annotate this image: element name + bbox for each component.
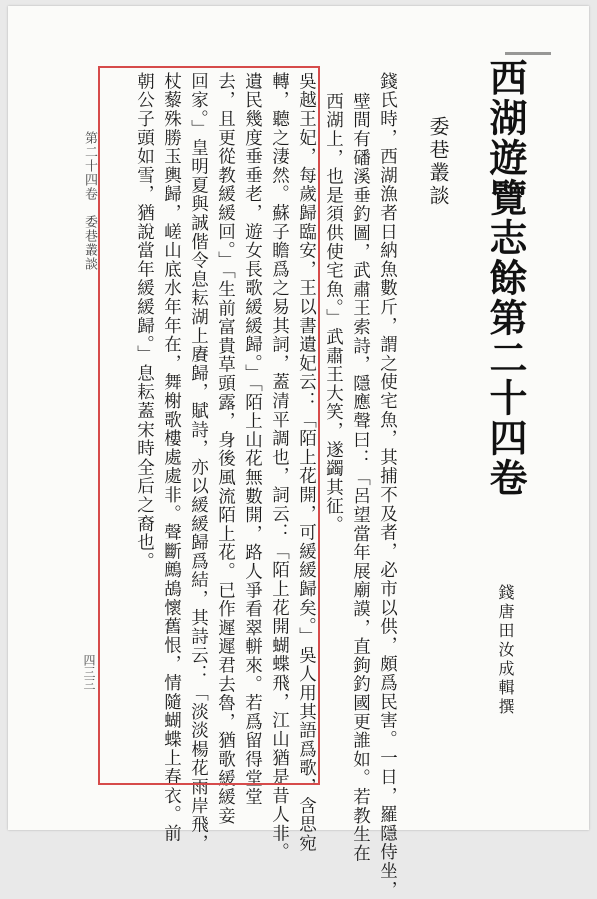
text-line: 遺民幾度垂垂老，遊女長歌緩緩歸。」「陌上山花無數開，路人爭看翠軿來。若爲留得堂堂 [242,72,263,807]
text-line: 壁間有磻溪垂釣圖，武肅王索詩，隱應聲曰：「呂望當年展廟謨，直鉤釣國更誰如。若教生在 [350,92,371,863]
text-line: 回家。」皇明夏與誠偕令息耘湖上賡歸，賦詩，亦以緩緩歸爲結，其詩云：「淡淡楊花雨岸飛， [188,72,209,853]
running-header: 第二十四卷 委巷叢談 [82,131,97,271]
text-line: 去，且更從教緩緩回。」「生前富貴草頭露，身後風流陌上花。已作遲遲君去魯，猶歌緩緩妾 [215,72,236,826]
text-line: 轉，聽之淒然。蘇子瞻爲之易其詞，蓋清平調也，詞云：「陌上花開蝴蝶飛，江山猶是昔人非。 [269,72,290,862]
page-number: 四三三 [82,654,96,690]
text-line: 西湖上，也是須供使宅魚。」武肅王大笑，遂蠲其征。 [323,92,344,535]
scan-mark [505,52,551,55]
book-title: 西湖遊覽志餘第二十四卷 [483,58,528,498]
text-line: 吳越王妃，每歲歸臨安，王以書遺妃云：「陌上花開，可緩緩歸矣。」吳人用其語爲歌，含思宛 [296,72,317,853]
text-line: 杖藜殊勝玉輿歸，嵯山底水年年在，舞榭歌樓處處非。聲斷鷓鴣懷舊恨，情隨蝴蝶上春衣。前 [161,72,182,843]
text-line: 錢氏時，西湖漁者日納魚數斤，謂之使宅魚，其捕不及者，必市以供，頗爲民害。一日，羅隱侍坐， [377,72,398,899]
highlight-box [98,66,320,785]
section-title: 委巷叢談 [426,116,450,208]
text-line: 朝公子頭如雪，猶說當年緩緩歸。」息耘蓋宋時全后之裔也。 [134,72,155,571]
book-page [8,6,589,899]
author-credit: 錢唐田汝成輯撰 [496,584,515,717]
